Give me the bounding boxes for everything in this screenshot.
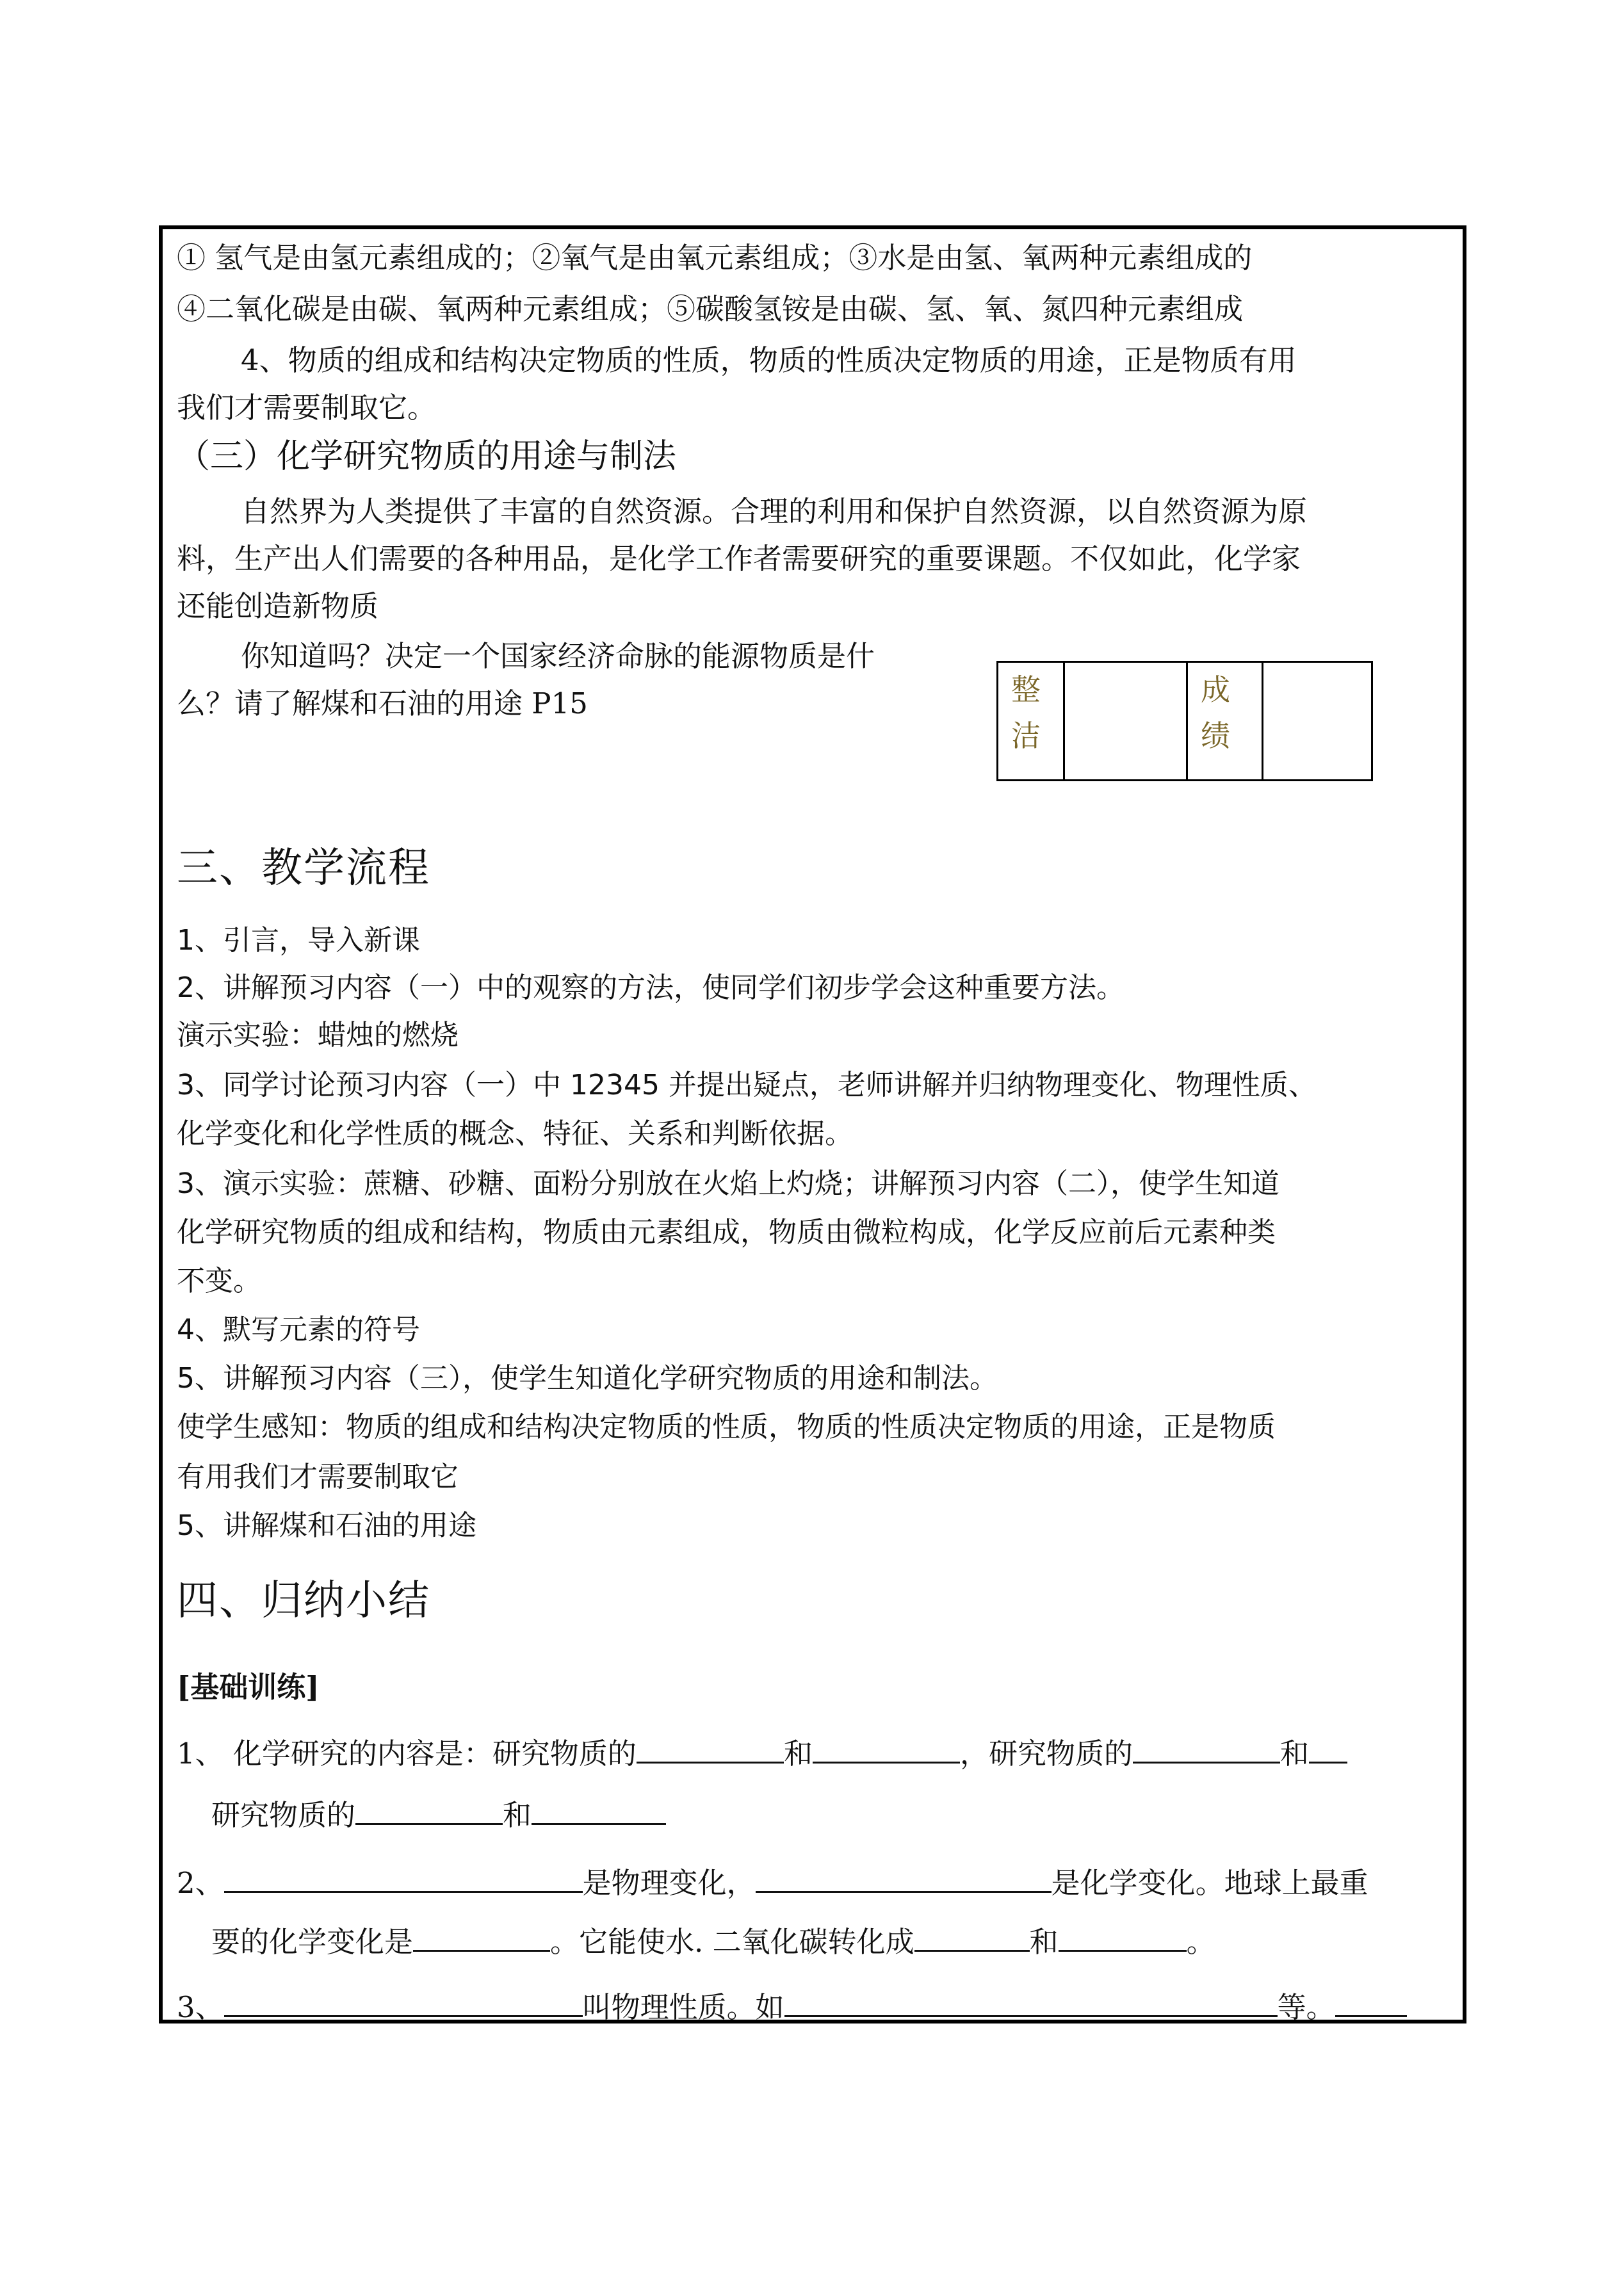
exercise-text: 是物理变化， [582, 1866, 756, 1900]
text-line: ① 氢气是由氢元素组成的；②氧气是由氧元素组成；③水是由氢、氧两种元素组成的 [177, 241, 1253, 275]
section-title: 三、教学流程 [177, 845, 430, 892]
answer-blank[interactable] [784, 1990, 1278, 2017]
exercise-text: 2、 [177, 1866, 224, 1900]
grade-label-cell [1188, 663, 1263, 779]
exercise-text: ，研究物质的 [959, 1737, 1133, 1771]
text-line: 料，生产出人们需要的各种用品，是化学工作者需要研究的重要课题。不仅如此，化学家 [177, 542, 1301, 576]
text-line: 4、物质的组成和结构决定物质的性质，物质的性质决定物质的用途，正是物质有用 [241, 343, 1297, 377]
text-line: ④二氧化碳是由碳、氧两种元素组成；⑤碳酸氢铵是由碳、氢、氧、氮四种元素组成 [177, 292, 1244, 326]
grade-score-cell[interactable] [1263, 663, 1371, 779]
exercise-text: 是化学变化。地球上最重 [1051, 1866, 1368, 1900]
exercise-text: 和 [783, 1737, 813, 1771]
exercise-text: 等。 [1277, 1990, 1335, 2024]
neatness-label: 整洁 [1011, 672, 1041, 753]
flow-item: 2、讲解预习内容（一）中的观察的方法，使同学们初步学会这种重要方法。 [177, 971, 1125, 1004]
exercise-1-line-2 [211, 1792, 666, 1833]
exercise-text: 和 [503, 1798, 532, 1832]
exercise-text: 叫物理性质。如 [582, 1990, 784, 2024]
exercise-text: 和 [1279, 1737, 1309, 1771]
score-box [996, 661, 1373, 781]
answer-blank[interactable] [914, 1924, 1030, 1952]
answer-blank[interactable] [1335, 1990, 1407, 2017]
exercise-2-line-2 [211, 1918, 1215, 1960]
answer-blank[interactable] [1059, 1924, 1187, 1952]
exercise-2-line-1 [177, 1860, 1368, 1901]
grade-label: 成绩 [1201, 672, 1230, 753]
answer-blank[interactable] [413, 1924, 550, 1952]
exercise-3-line-1 [177, 1984, 1407, 2025]
flow-item: 5、讲解预习内容（三），使学生知道化学研究物质的用途和制法。 [177, 1362, 998, 1395]
exercise-text: 3、 [177, 1990, 224, 2024]
flow-item: 3、同学讨论预习内容（一）中 12345 并提出疑点，老师讲解并归纳物理变化、物理性质、 [177, 1069, 1317, 1101]
exercise-text: 1、 化学研究的内容是：研究物质的 [177, 1737, 637, 1771]
answer-blank[interactable] [813, 1736, 960, 1764]
answer-blank[interactable] [224, 1990, 583, 2017]
section-title: 四、归纳小结 [177, 1577, 430, 1625]
exercise-text: 和 [1029, 1925, 1059, 1959]
exercise-heading: [基础训练] [177, 1670, 320, 1704]
flow-item: 演示实验：蜡烛的燃烧 [177, 1019, 459, 1051]
exercise-text: 研究物质的 [211, 1798, 356, 1832]
flow-item: 1、引言，导入新课 [177, 924, 420, 957]
flow-item: 4、默写元素的符号 [177, 1313, 420, 1346]
answer-blank[interactable] [355, 1797, 503, 1825]
answer-blank[interactable] [224, 1865, 583, 1893]
exercise-text: 。它能使水. 二氧化碳转化成 [550, 1925, 914, 1959]
flow-item: 3、演示实验：蔗糖、砂糖、面粉分别放在火焰上灼烧；讲解预习内容（二），使学生知道 [177, 1167, 1279, 1200]
answer-blank[interactable] [1133, 1736, 1280, 1764]
neatness-score-cell[interactable] [1065, 663, 1188, 779]
flow-item: 有用我们才需要制取它 [177, 1461, 459, 1493]
flow-item: 使学生感知：物质的组成和结构决定物质的性质，物质的性质决定物质的用途，正是物质 [177, 1411, 1276, 1443]
text-line: 我们才需要制取它。 [177, 391, 437, 425]
answer-blank[interactable] [756, 1865, 1052, 1893]
exercise-text: 要的化学变化是 [211, 1925, 414, 1959]
text-line: 么？请了解煤和石油的用途 P15 [177, 686, 588, 720]
answer-blank[interactable] [532, 1797, 666, 1825]
answer-blank[interactable] [637, 1736, 784, 1764]
text-line: 还能创造新物质 [177, 589, 379, 623]
flow-item: 化学变化和化学性质的概念、特征、关系和判断依据。 [177, 1117, 853, 1150]
text-line: 你知道吗？决定一个国家经济命脉的能源物质是什 [241, 639, 875, 673]
neatness-label-cell [998, 663, 1065, 779]
exercise-1-line-1 [177, 1730, 1347, 1772]
subsection-heading: （三）化学研究物质的用途与制法 [177, 437, 677, 476]
flow-item: 不变。 [177, 1265, 261, 1297]
flow-item: 5、讲解煤和石油的用途 [177, 1509, 476, 1542]
answer-blank[interactable] [1309, 1736, 1347, 1764]
exercise-text: 。 [1186, 1925, 1215, 1959]
text-line: 自然界为人类提供了丰富的自然资源。合理的利用和保护自然资源，以自然资源为原 [241, 494, 1308, 528]
flow-item: 化学研究物质的组成和结构，物质由元素组成，物质由微粒构成，化学反应前后元素种类 [177, 1216, 1276, 1249]
